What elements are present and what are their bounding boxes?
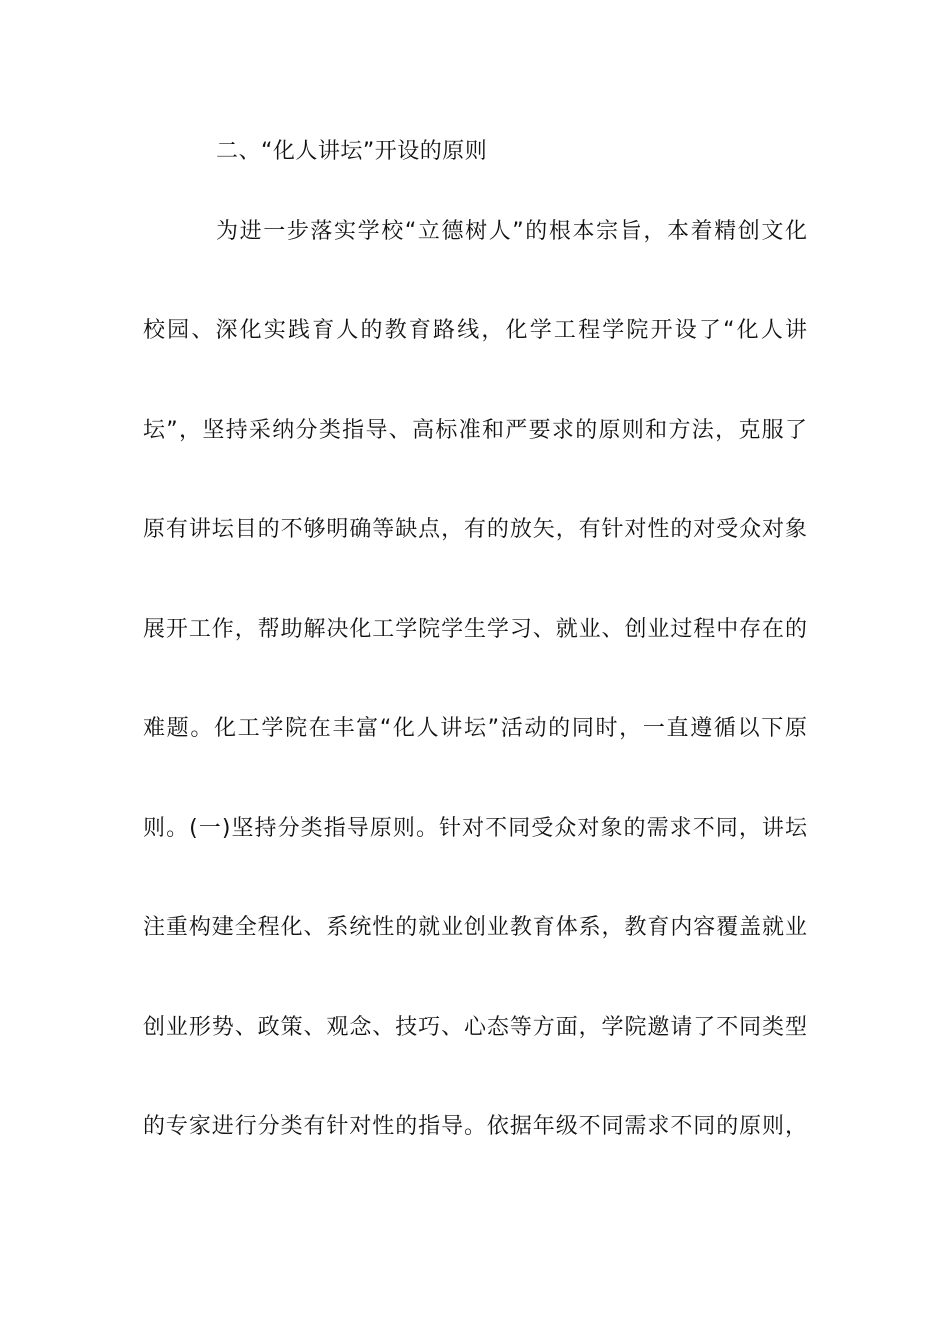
paragraph-line: 注重构建全程化、系统性的就业创业教育体系，教育内容覆盖就业 bbox=[143, 915, 807, 940]
paragraph-line: 的专家进行分类有针对性的指导。依据年级不同需求不同的原则， bbox=[143, 1114, 807, 1139]
paragraph-line: 校园、深化实践育人的教育路线，化学工程学院开设了“化人讲 bbox=[143, 318, 807, 343]
paragraph-line: 为进一步落实学校“立德树人”的根本宗旨，本着精创文化 bbox=[216, 219, 807, 244]
section-heading: 二、“化人讲坛”开设的原则 bbox=[216, 139, 488, 164]
paragraph-line: 难题。化工学院在丰富“化人讲坛”活动的同时，一直遵循以下原 bbox=[143, 716, 807, 741]
paragraph-line: 坛”，坚持采纳分类指导、高标准和严要求的原则和方法，克服了 bbox=[143, 418, 807, 443]
paragraph-line: 创业形势、政策、观念、技巧、心态等方面，学院邀请了不同类型 bbox=[143, 1015, 807, 1040]
paragraph-line: 原有讲坛目的不够明确等缺点，有的放矢，有针对性的对受众对象 bbox=[143, 517, 807, 542]
paragraph-line: 则。(一)坚持分类指导原则。针对不同受众对象的需求不同，讲坛 bbox=[143, 816, 807, 841]
paragraph-line: 展开工作，帮助解决化工学院学生学习、就业、创业过程中存在的 bbox=[143, 617, 807, 642]
